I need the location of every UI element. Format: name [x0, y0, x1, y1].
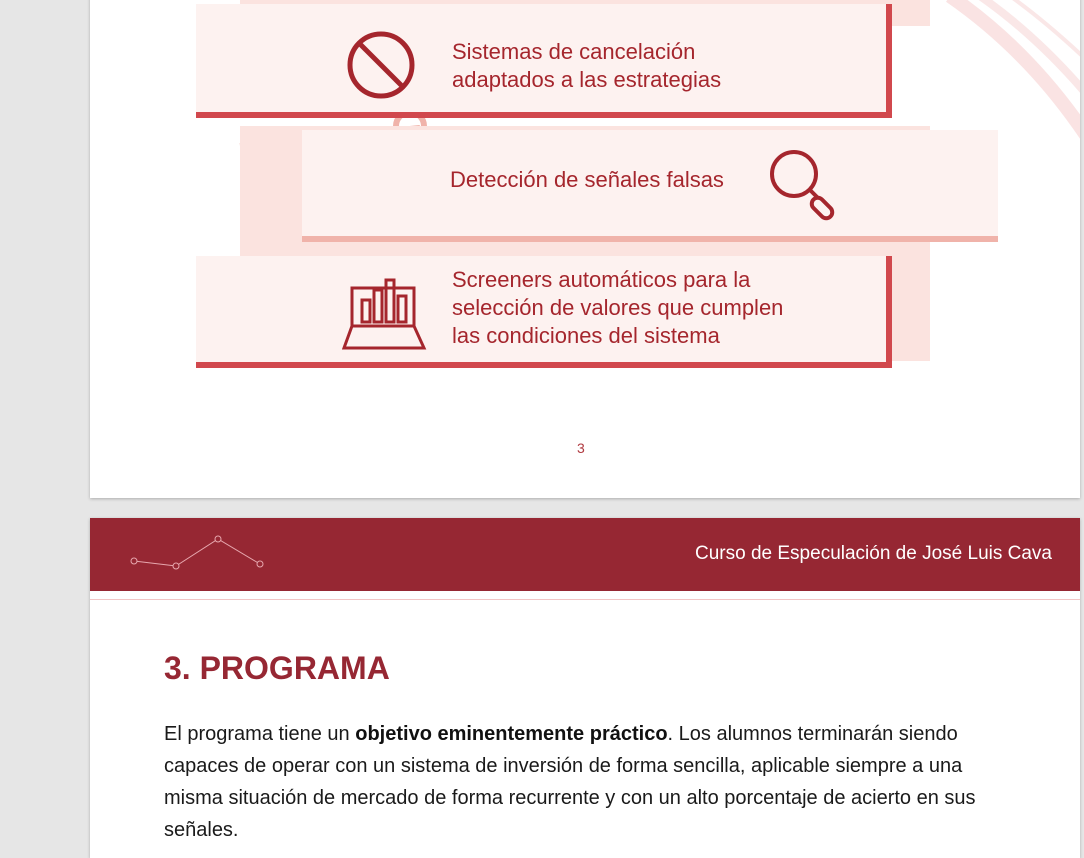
course-title: Curso de Especulación de José Luis Cava [695, 543, 1052, 564]
feature-card-label: Screeners automáticos para la selección de valores que cumplen las condiciones del sistema [452, 267, 784, 348]
decorative-line-icon [90, 518, 290, 591]
paragraph-intro: El programa tiene un [164, 723, 356, 745]
page-number: 3 [577, 440, 585, 456]
feature-card-label: Sistemas de cancelación adaptados a las estrategias [452, 39, 722, 92]
program-paragraph [164, 718, 994, 846]
magnifier-icon [764, 144, 844, 229]
feature-card-label: Detección de señales falsas [450, 167, 724, 192]
feature-card-screeners [196, 256, 892, 368]
feature-card-cancellation [196, 4, 892, 118]
paragraph-rest: . Los alumnos terminarán siendo capaces de operar con un sistema de inversión de forma sencilla, aplicable siempre a una misma situación de mercado de forma recurrente y con un alto porcentaje de acierto en sus señales. [164, 723, 976, 841]
section-title: 3. PROGRAMA [164, 650, 390, 686]
header-divider [90, 599, 1080, 600]
chart-screen-icon [342, 270, 428, 357]
paragraph-emphasis: objetivo eminentemente práctico [355, 723, 668, 745]
page-header-banner [90, 518, 1080, 591]
prohibited-icon [346, 30, 416, 105]
document-page-4 [90, 518, 1080, 858]
document-page-3 [90, 0, 1080, 498]
feature-card-false-signals [302, 130, 998, 242]
